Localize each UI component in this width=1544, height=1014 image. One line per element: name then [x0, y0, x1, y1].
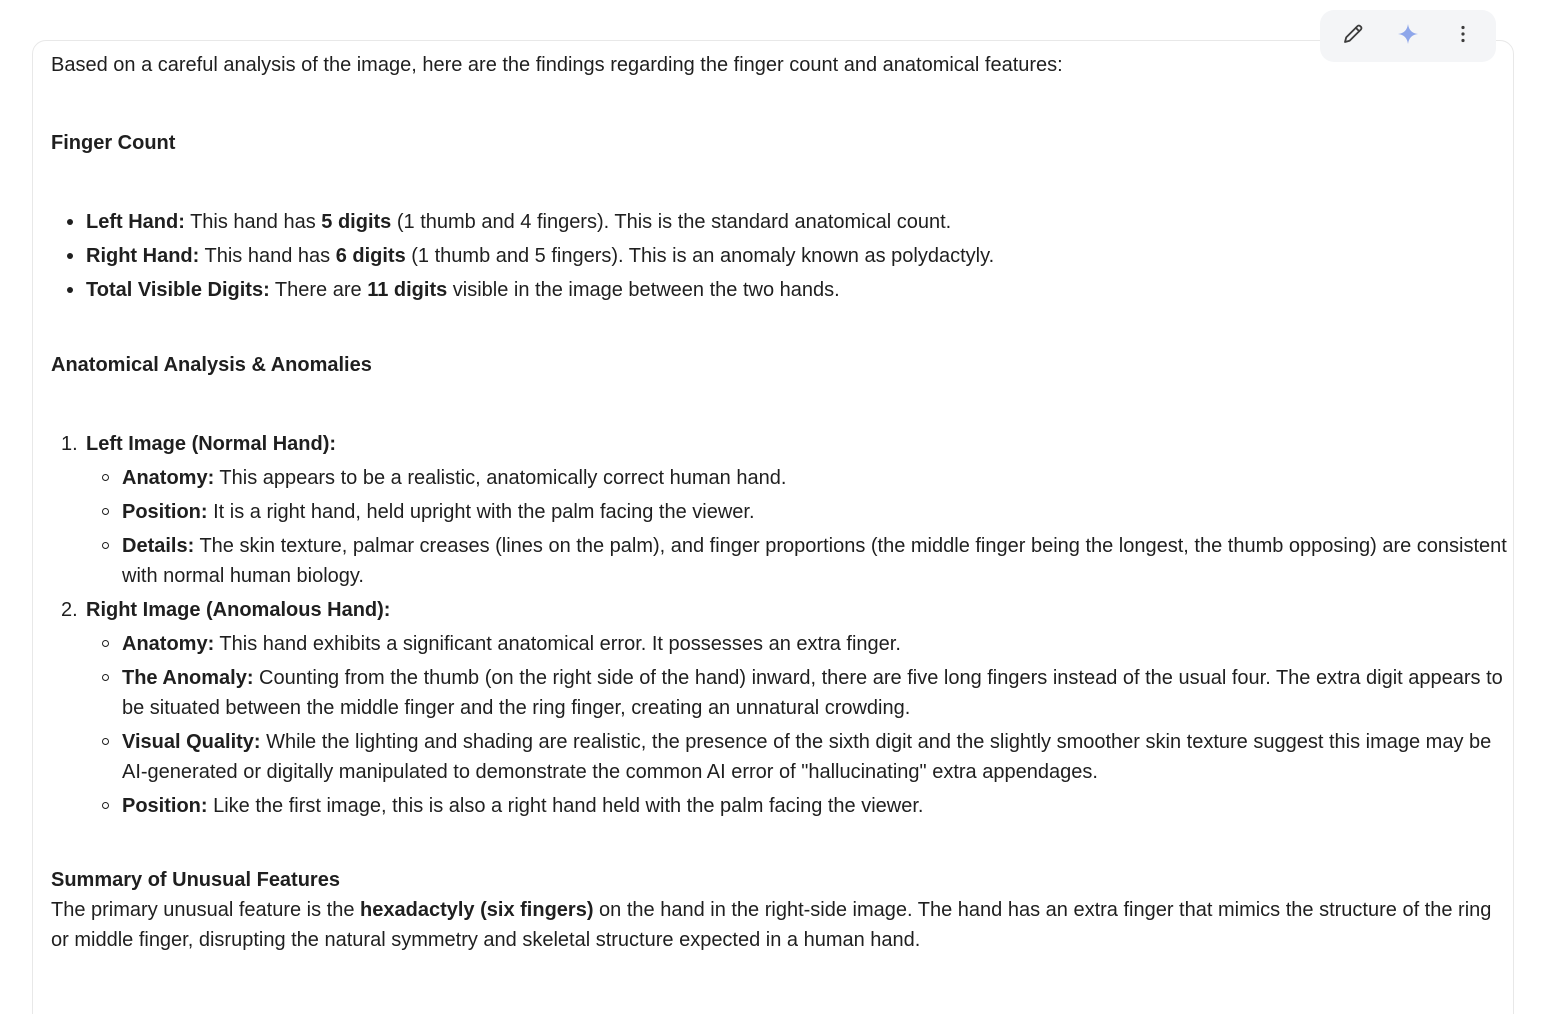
sub-list [86, 461, 1511, 593]
more-vertical-icon [1451, 22, 1475, 51]
item-label: Right Hand: [86, 245, 200, 267]
item-label: Left Hand: [86, 211, 185, 233]
finger-count-list [51, 205, 1511, 307]
response-content [51, 50, 1511, 955]
summary-text-after: on the hand in the right-side image. The hand has an extra finger that mimics the structure of the ring or middle finger, disrupting the natural symmetry and skeletal structure expected in a human hand. [51, 899, 1492, 951]
sub-list [86, 627, 1511, 823]
pencil-icon [1341, 22, 1365, 51]
item-text: It is a right hand, held upright with the palm facing the viewer. [207, 501, 755, 523]
item-label: The Anomaly: [122, 667, 254, 689]
item-text: This hand has [184, 211, 322, 233]
item-text: This hand exhibits a significant anatomical error. It possesses an extra finger. [214, 633, 901, 655]
anatomy-section-right [61, 593, 1511, 823]
response-toolbar [1320, 10, 1496, 62]
section-number: 1. [61, 433, 78, 455]
item-text: (1 thumb and 5 fingers). This is an anomaly known as polydactyly. [405, 245, 995, 267]
list-item [122, 495, 1511, 529]
item-text: (1 thumb and 4 fingers). This is the standard anatomical count. [391, 211, 952, 233]
item-label: Total Visible Digits: [86, 279, 270, 301]
item-text: There are [269, 279, 368, 301]
ai-sparkle-button[interactable] [1388, 16, 1428, 56]
item-text: The skin texture, palmar creases (lines on the palm), and finger proportions (the middle finger being the longest, the thumb opposing) are consistent with normal human biology. [122, 535, 1507, 587]
item-label: Anatomy: [122, 467, 215, 489]
sparkle-icon [1396, 22, 1420, 51]
list-item [122, 725, 1511, 789]
list-item [86, 205, 1511, 239]
item-text: This appears to be a realistic, anatomically correct human hand. [214, 467, 787, 489]
list-item [122, 627, 1511, 661]
item-label: Visual Quality: [122, 731, 261, 753]
item-bold: 6 digits [335, 245, 406, 267]
item-bold: 11 digits [367, 279, 448, 301]
summary-bold: hexadactyly (six fingers) [360, 899, 594, 921]
finger-count-heading: Finger Count [51, 132, 176, 154]
summary-heading: Summary of Unusual Features [51, 869, 340, 891]
list-item [86, 273, 1511, 307]
list-item [122, 529, 1511, 593]
item-label: Details: [122, 535, 195, 557]
item-text: visible in the image between the two hands. [447, 279, 840, 301]
anatomy-section-left [61, 427, 1511, 593]
anatomy-list [51, 427, 1511, 823]
edit-button[interactable] [1333, 16, 1373, 56]
section-number: 2. [61, 599, 78, 621]
anatomy-heading: Anatomical Analysis & Anomalies [51, 354, 372, 376]
list-item [122, 461, 1511, 495]
section-title: Right Image (Anomalous Hand): [86, 599, 391, 621]
list-item [122, 789, 1511, 823]
list-item [122, 661, 1511, 725]
list-item [86, 239, 1511, 273]
summary-text-before: The primary unusual feature is the [51, 899, 361, 921]
section-title: Left Image (Normal Hand): [86, 433, 337, 455]
intro-text: Based on a careful analysis of the image, here are the findings regarding the finger count and anatomical features: [51, 54, 1063, 76]
item-text: While the lighting and shading are realistic, the presence of the sixth digit and the slightly smoother skin texture suggest this image may be AI-generated or digitally manipulated to demonstrate the common AI error of "hallucinating" extra appendages. [122, 731, 1492, 783]
more-options-button[interactable] [1443, 16, 1483, 56]
summary-text [51, 895, 1511, 955]
item-label: Position: [122, 795, 208, 817]
item-text: Counting from the thumb (on the right side of the hand) inward, there are five long fingers instead of the usual four. The extra digit appears to be situated between the middle finger and the ring finger, creating an unnatural crowding. [122, 667, 1503, 719]
item-text: This hand has [199, 245, 336, 267]
item-label: Anatomy: [122, 633, 215, 655]
item-text: Like the first image, this is also a right hand held with the palm facing the viewer. [207, 795, 924, 817]
item-label: Position: [122, 501, 208, 523]
item-bold: 5 digits [321, 211, 392, 233]
